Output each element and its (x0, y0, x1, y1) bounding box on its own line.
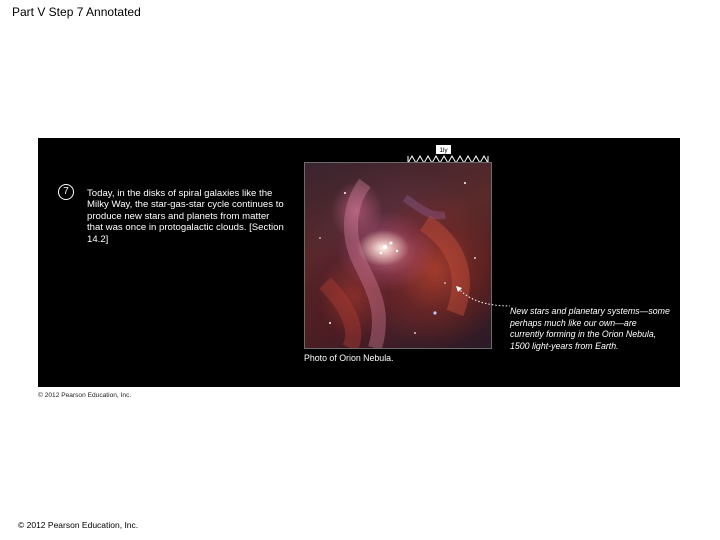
orion-nebula-photo (304, 162, 492, 349)
photo-caption: Photo of Orion Nebula. (304, 353, 394, 363)
figure-copyright: © 2012 Pearson Education, Inc. (38, 392, 132, 399)
slide-title: Part V Step 7 Annotated (12, 5, 141, 19)
figure-panel (38, 138, 680, 387)
step-number-badge: 7 (58, 184, 74, 200)
step-description: Today, in the disks of spiral galaxies like the Milky Way, the star-gas-star cycle continues to produce new stars and planets from matter that was once in protogalactic clouds. [Section 14.2] (87, 188, 284, 245)
callout-leader-line (454, 284, 514, 310)
scale-label: 1ly (439, 147, 448, 154)
slide-copyright: © 2012 Pearson Education, Inc. (18, 520, 139, 530)
nebula-detail (305, 163, 491, 348)
callout-annotation: New stars and planetary systems—some perhaps much like our own—are currently forming in the Orion Nebula, 1500 light-years from Earth. (510, 306, 670, 351)
